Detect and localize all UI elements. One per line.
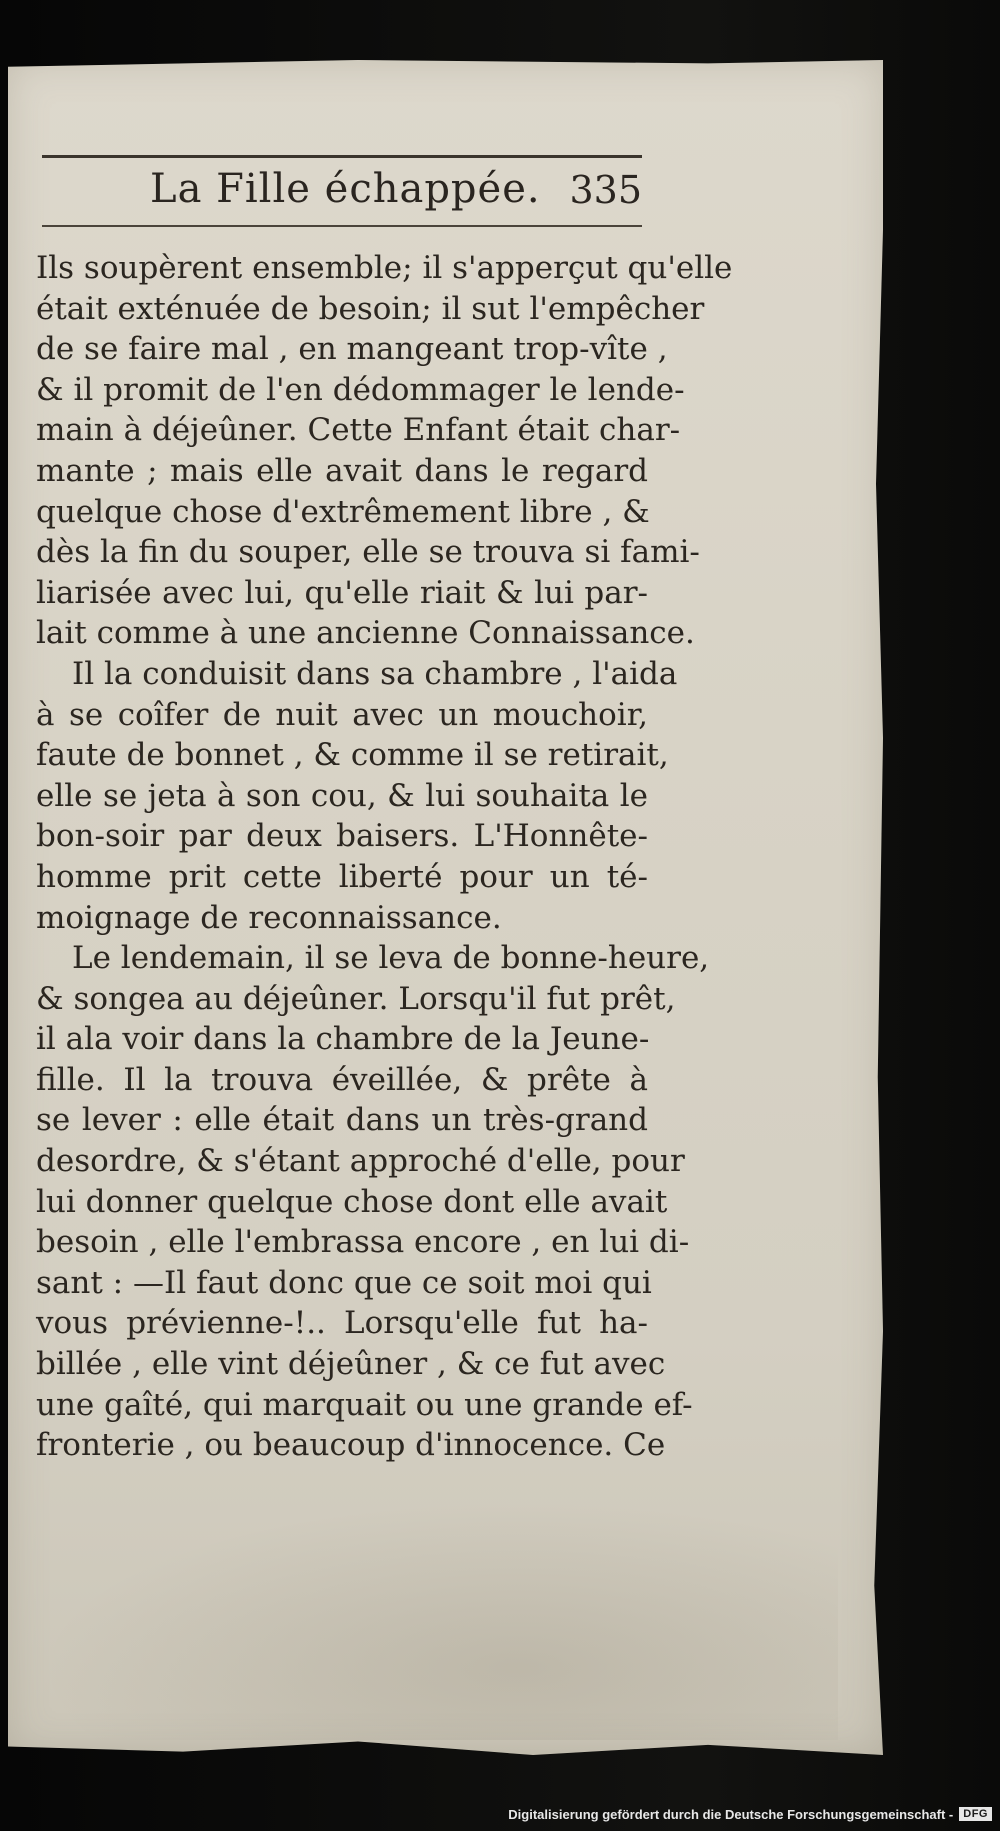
text-line: & songea au déjeûner. Lorsqu'il fut prêt, <box>36 980 676 1017</box>
text-line: mante ; mais elle avait dans le regard <box>36 452 648 489</box>
page-number: 335 <box>569 168 642 212</box>
running-head <box>42 162 642 222</box>
body-text <box>36 248 733 1466</box>
text-line: était exténuée de besoin; il sut l'empêcher <box>36 290 705 327</box>
digitization-credit <box>508 1803 992 1825</box>
text-line: billée , elle vint déjeûner , & ce fut avec <box>36 1346 666 1383</box>
text-line: main à déjeûner. Cette Enfant était char- <box>36 412 681 449</box>
credit-text: Digitalisierung gefördert durch die Deutsche Forschungsgemeinschaft - <box>508 1806 954 1822</box>
text-line: quelque chose d'extrêmement libre , & <box>36 493 650 530</box>
text-line: bon-soir par deux baisers. L'Honnête- <box>36 818 648 855</box>
text-line: lui donner quelque chose dont elle avait <box>36 1183 668 1220</box>
page-stain <box>38 1500 838 1740</box>
running-title: La Fille échappée. <box>150 166 541 212</box>
text-line: Le lendemain, il se leva de bonne-heure, <box>72 940 710 977</box>
text-line: de se faire mal , en mangeant trop-vîte , <box>36 331 668 368</box>
text-line: il ala voir dans la chambre de la Jeune- <box>36 1021 650 1058</box>
header-rule-bottom <box>42 225 642 227</box>
text-line: se lever : elle était dans un très-grand <box>36 1102 648 1139</box>
dfg-logo: DFG <box>959 1807 992 1821</box>
text-line: & il promit de l'en dédommager le lende- <box>36 371 685 408</box>
text-line: desordre, & s'étant approché d'elle, pour <box>36 1143 685 1180</box>
text-line: fille. Il la trouva éveillée, & prête à <box>36 1061 648 1098</box>
text-line: à se coîfer de nuit avec un mouchoir, <box>36 696 648 733</box>
text-line: liarisée avec lui, qu'elle riait & lui par- <box>36 574 648 611</box>
header-rule-top <box>42 155 642 158</box>
text-line: dès la fin du souper, elle se trouva si fami- <box>36 534 700 571</box>
text-line: elle se jeta à son cou, & lui souhaita le <box>36 777 648 814</box>
text-line: fronterie , ou beaucoup d'innocence. Ce <box>36 1427 666 1464</box>
text-line: sant : —Il faut donc que ce soit moi qui <box>36 1264 652 1301</box>
text-line: Ils soupèrent ensemble; il s'apperçut qu'elle <box>36 250 733 286</box>
text-line: besoin , elle l'embrassa encore , en lui di- <box>36 1224 690 1261</box>
text-line: vous prévienne-!.. Lorsqu'elle fut ha- <box>36 1305 648 1342</box>
text-line: lait comme à une ancienne Connaissance. <box>36 615 695 652</box>
text-line: faute de bonnet , & comme il se retirait, <box>36 737 669 774</box>
text-line: une gaîté, qui marquait ou une grande ef- <box>36 1386 693 1423</box>
text-line: Il la conduisit dans sa chambre , l'aida <box>72 655 678 692</box>
text-line: moignage de reconnaissance. <box>36 899 502 936</box>
text-line: homme prit cette liberté pour un té- <box>36 858 648 895</box>
